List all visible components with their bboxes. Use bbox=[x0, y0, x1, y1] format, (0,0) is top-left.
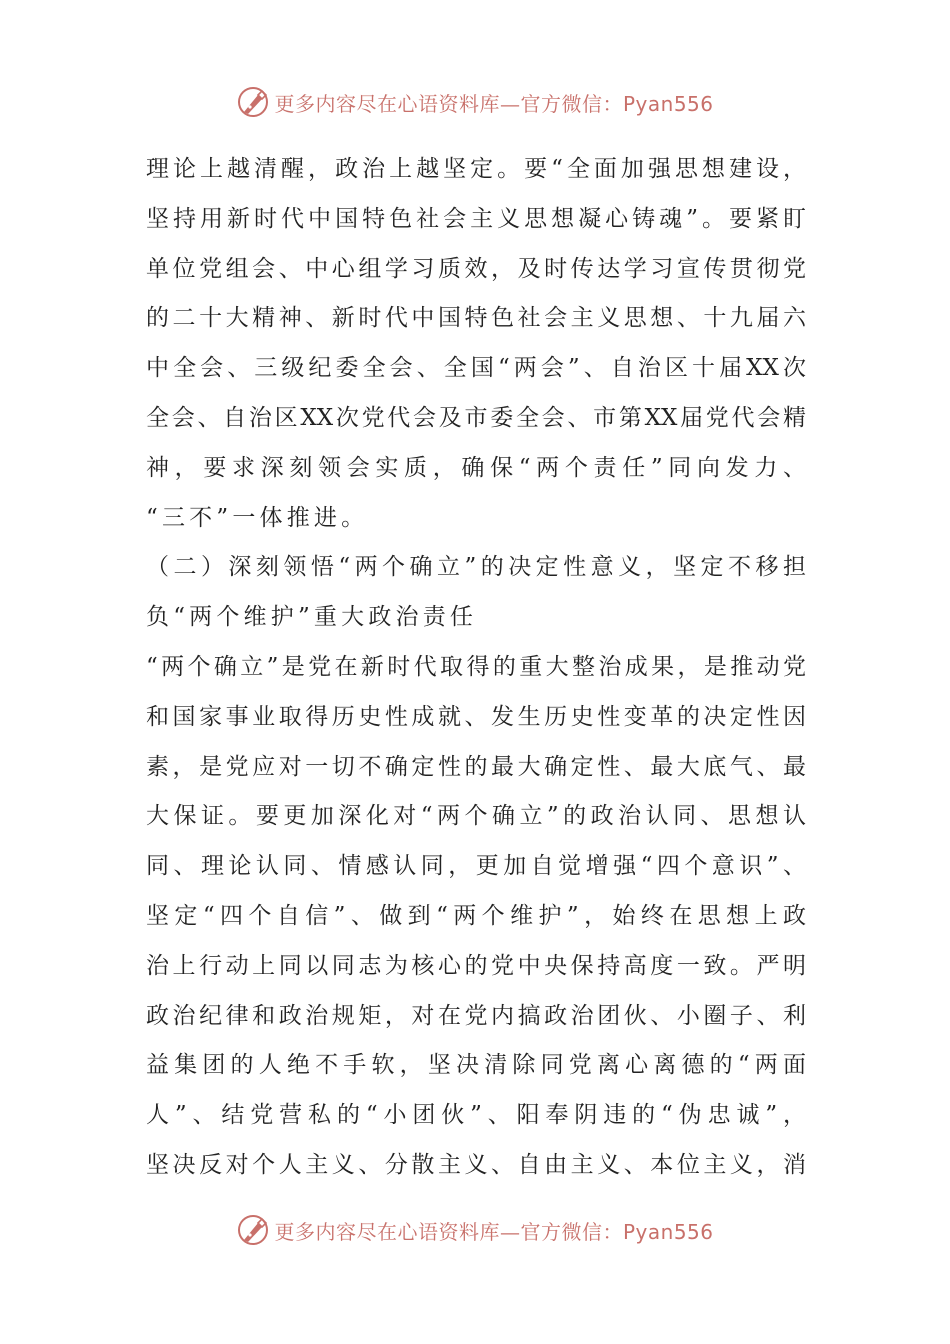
pen-nib-logo-icon bbox=[236, 85, 270, 119]
section-heading-line: （二）深刻领悟“两个确立”的决定性意义，坚定不移担 bbox=[146, 554, 806, 581]
text-line: 政治纪律和政治规矩，对在党内搞政治团伙、小圈子、利 bbox=[146, 1002, 806, 1029]
watermark-handle: Pyan556 bbox=[622, 91, 714, 116]
text-line: 的二十大精神、新时代中国特色社会主义思想、十九届六 bbox=[146, 305, 806, 332]
text-line: 人”、结党营私的“小团伙”、阳奉阴违的“伪忠诚”， bbox=[146, 1102, 806, 1129]
text-line: 坚定“四个自信”、做到“两个维护”，始终在思想上政 bbox=[146, 902, 806, 929]
watermark-handle: Pyan556 bbox=[622, 1219, 714, 1244]
text-line: 单位党组会、中心组学习质效，及时传达学习宣传贯彻党 bbox=[146, 255, 806, 282]
text-line: “两个确立”是党在新时代取得的重大整治成果，是推动党 bbox=[146, 653, 806, 680]
watermark-text: 更多内容尽在心语资料库—官方微信：Pyan556 bbox=[274, 1219, 714, 1244]
text-line: “三不”一体推进。 bbox=[146, 504, 369, 531]
text-line: 坚持用新时代中国特色社会主义思想凝心铸魂”。要紧盯 bbox=[146, 205, 806, 232]
text-line: 益集团的人绝不手软，坚决清除同党离心离德的“两面 bbox=[146, 1052, 806, 1079]
text-line: 坚决反对个人主义、分散主义、自由主义、本位主义，消 bbox=[146, 1151, 806, 1178]
text-line: 大保证。要更加深化对“两个确立”的政治认同、思想认 bbox=[146, 803, 806, 830]
pen-nib-logo-icon bbox=[236, 1213, 270, 1247]
text-line: 理论上越清醒，政治上越坚定。要“全面加强思想建设， bbox=[146, 156, 806, 182]
document-body bbox=[146, 145, 806, 1191]
watermark-text: 更多内容尽在心语资料库—官方微信：Pyan556 bbox=[274, 91, 714, 116]
text-line: 和国家事业取得历史性成就、发生历史性变革的决定性因 bbox=[146, 703, 806, 730]
section-heading-line: 负“两个维护”重大政治责任 bbox=[146, 604, 478, 631]
header-watermark bbox=[0, 82, 950, 122]
text-line: 神，要求深刻领会实质，确保“两个责任”同向发力、 bbox=[146, 454, 806, 481]
text-line: 素，是党应对一切不确定性的最大确定性、最大底气、最 bbox=[146, 753, 806, 780]
text-line: 中全会、三级纪委全会、全国“两会”、自治区十届XX次 bbox=[146, 355, 806, 382]
footer-watermark bbox=[0, 1210, 950, 1250]
text-line: 治上行动上同以同志为核心的党中央保持高度一致。严明 bbox=[146, 952, 806, 979]
text-line: 同、理论认同、情感认同，更加自觉增强“四个意识”、 bbox=[146, 853, 806, 880]
text-line: 全会、自治区XX次党代会及市委全会、市第XX届党代会精 bbox=[146, 404, 806, 431]
